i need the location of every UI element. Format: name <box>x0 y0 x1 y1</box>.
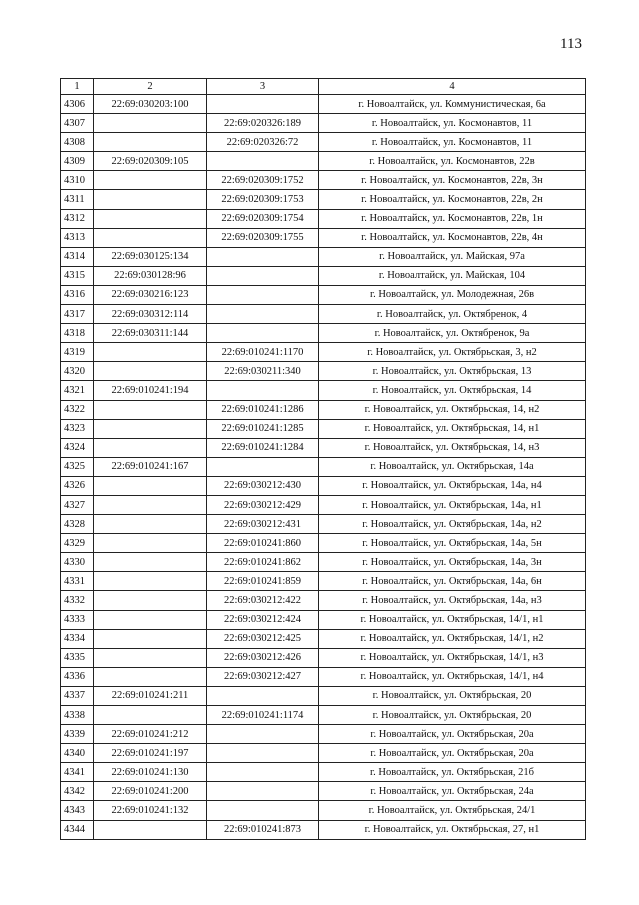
building-cadastral-cell: 22:69:010241:1286 <box>207 400 319 419</box>
row-number-cell: 4332 <box>61 591 94 610</box>
address-cell: г. Новоалтайск, ул. Космонавтов, 22в, 2н <box>319 190 586 209</box>
land-cadastral-cell: 22:69:010241:197 <box>94 744 207 763</box>
table-row <box>61 400 586 419</box>
building-cadastral-cell: 22:69:030212:429 <box>207 495 319 514</box>
row-number-cell: 4331 <box>61 572 94 591</box>
address-cell: г. Новоалтайск, ул. Октябрьская, 14/1, н4 <box>319 667 586 686</box>
address-cell: г. Новоалтайск, ул. Октябренок, 4 <box>319 305 586 324</box>
address-cell: г. Новоалтайск, ул. Октябрьская, 14/1, н2 <box>319 629 586 648</box>
address-cell: г. Новоалтайск, ул. Майская, 104 <box>319 266 586 285</box>
address-cell: г. Новоалтайск, ул. Октябрьская, 3, н2 <box>319 343 586 362</box>
address-cell: г. Новоалтайск, ул. Космонавтов, 22в, 1н <box>319 209 586 228</box>
land-cadastral-cell <box>94 362 207 381</box>
row-number-cell: 4337 <box>61 686 94 705</box>
building-cadastral-cell: 22:69:020326:72 <box>207 133 319 152</box>
land-cadastral-cell <box>94 171 207 190</box>
land-cadastral-cell <box>94 400 207 419</box>
land-cadastral-cell: 22:69:010241:167 <box>94 457 207 476</box>
row-number-cell: 4328 <box>61 515 94 534</box>
table-row <box>61 228 586 247</box>
land-cadastral-cell <box>94 133 207 152</box>
land-cadastral-cell <box>94 648 207 667</box>
row-number-cell: 4315 <box>61 266 94 285</box>
table-row <box>61 553 586 572</box>
row-number-cell: 4320 <box>61 362 94 381</box>
table-row <box>61 495 586 514</box>
building-cadastral-cell: 22:69:010241:859 <box>207 572 319 591</box>
land-cadastral-cell: 22:69:030312:114 <box>94 305 207 324</box>
land-cadastral-cell <box>94 629 207 648</box>
table-row <box>61 381 586 400</box>
land-cadastral-cell <box>94 495 207 514</box>
land-cadastral-cell: 22:69:030125:134 <box>94 247 207 266</box>
table-row <box>61 801 586 820</box>
building-cadastral-cell <box>207 763 319 782</box>
row-number-cell: 4313 <box>61 228 94 247</box>
table-row <box>61 706 586 725</box>
row-number-cell: 4314 <box>61 247 94 266</box>
land-cadastral-cell <box>94 706 207 725</box>
building-cadastral-cell <box>207 266 319 285</box>
table-row <box>61 171 586 190</box>
building-cadastral-cell: 22:69:010241:1285 <box>207 419 319 438</box>
row-number-cell: 4330 <box>61 553 94 572</box>
building-cadastral-cell: 22:69:010241:862 <box>207 553 319 572</box>
address-cell: г. Новоалтайск, ул. Майская, 97а <box>319 247 586 266</box>
land-cadastral-cell: 22:69:030203:100 <box>94 95 207 114</box>
building-cadastral-cell: 22:69:010241:1284 <box>207 438 319 457</box>
address-cell: г. Новоалтайск, ул. Октябрьская, 14 <box>319 381 586 400</box>
row-number-cell: 4310 <box>61 171 94 190</box>
address-cell: г. Новоалтайск, ул. Космонавтов, 11 <box>319 133 586 152</box>
land-cadastral-cell <box>94 343 207 362</box>
building-cadastral-cell: 22:69:010241:1170 <box>207 343 319 362</box>
row-number-cell: 4308 <box>61 133 94 152</box>
building-cadastral-cell <box>207 801 319 820</box>
address-cell: г. Новоалтайск, ул. Октябрьская, 20 <box>319 686 586 705</box>
table-row <box>61 744 586 763</box>
building-cadastral-cell <box>207 285 319 304</box>
page-number: 113 <box>560 36 582 52</box>
address-cell: г. Новоалтайск, ул. Октябрьская, 24/1 <box>319 801 586 820</box>
building-cadastral-cell <box>207 305 319 324</box>
table-row <box>61 534 586 553</box>
row-number-cell: 4324 <box>61 438 94 457</box>
land-cadastral-cell <box>94 591 207 610</box>
row-number-cell: 4344 <box>61 820 94 839</box>
table-row <box>61 820 586 839</box>
address-cell: г. Новоалтайск, ул. Октябрьская, 14, н2 <box>319 400 586 419</box>
table-row <box>61 95 586 114</box>
row-number-cell: 4343 <box>61 801 94 820</box>
address-cell: г. Новоалтайск, ул. Октябрьская, 14, н1 <box>319 419 586 438</box>
address-cell: г. Новоалтайск, ул. Октябрьская, 14а, н4 <box>319 476 586 495</box>
table-row <box>61 725 586 744</box>
land-cadastral-cell <box>94 114 207 133</box>
row-number-cell: 4316 <box>61 285 94 304</box>
row-number-cell: 4326 <box>61 476 94 495</box>
table-row <box>61 133 586 152</box>
land-cadastral-cell: 22:69:010241:132 <box>94 801 207 820</box>
row-number-cell: 4317 <box>61 305 94 324</box>
land-cadastral-cell <box>94 515 207 534</box>
building-cadastral-cell <box>207 686 319 705</box>
table-row <box>61 686 586 705</box>
address-cell: г. Новоалтайск, ул. Октябрьская, 14а, н1 <box>319 495 586 514</box>
land-cadastral-cell <box>94 610 207 629</box>
row-number-cell: 4342 <box>61 782 94 801</box>
address-cell: г. Новоалтайск, ул. Октябрьская, 14/1, н3 <box>319 648 586 667</box>
building-cadastral-cell: 22:69:030212:430 <box>207 476 319 495</box>
building-cadastral-cell <box>207 744 319 763</box>
address-cell: г. Новоалтайск, ул. Октябрьская, 14а, н2 <box>319 515 586 534</box>
building-cadastral-cell: 22:69:030212:426 <box>207 648 319 667</box>
land-cadastral-cell <box>94 534 207 553</box>
row-number-cell: 4307 <box>61 114 94 133</box>
table-row <box>61 114 586 133</box>
table-row <box>61 610 586 629</box>
address-cell: г. Новоалтайск, ул. Октябрьская, 21б <box>319 763 586 782</box>
address-cell: г. Новоалтайск, ул. Космонавтов, 22в, 4н <box>319 228 586 247</box>
land-cadastral-cell <box>94 820 207 839</box>
table-row <box>61 782 586 801</box>
column-header-building-cadastral: 3 <box>207 79 319 95</box>
land-cadastral-cell <box>94 228 207 247</box>
column-header-address: 4 <box>319 79 586 95</box>
building-cadastral-cell: 22:69:030212:422 <box>207 591 319 610</box>
row-number-cell: 4323 <box>61 419 94 438</box>
address-cell: г. Новоалтайск, ул. Октябрьская, 14а, н3 <box>319 591 586 610</box>
building-cadastral-cell <box>207 381 319 400</box>
address-cell: г. Новоалтайск, ул. Октябрьская, 20а <box>319 744 586 763</box>
row-number-cell: 4327 <box>61 495 94 514</box>
building-cadastral-cell <box>207 457 319 476</box>
building-cadastral-cell: 22:69:020309:1755 <box>207 228 319 247</box>
land-cadastral-cell <box>94 209 207 228</box>
column-header-number: 1 <box>61 79 94 95</box>
table-row <box>61 362 586 381</box>
table-body <box>61 95 586 840</box>
address-cell: г. Новоалтайск, ул. Октябрьская, 20а <box>319 725 586 744</box>
address-cell: г. Новоалтайск, ул. Космонавтов, 22в, 3н <box>319 171 586 190</box>
table-header-row <box>61 79 586 95</box>
row-number-cell: 4311 <box>61 190 94 209</box>
row-number-cell: 4341 <box>61 763 94 782</box>
land-cadastral-cell <box>94 438 207 457</box>
address-cell: г. Новоалтайск, ул. Космонавтов, 22в <box>319 152 586 171</box>
address-cell: г. Новоалтайск, ул. Октябрьская, 27, н1 <box>319 820 586 839</box>
address-cell: г. Новоалтайск, ул. Октябрьская, 14а, 5н <box>319 534 586 553</box>
table-row <box>61 266 586 285</box>
building-cadastral-cell <box>207 152 319 171</box>
address-cell: г. Новоалтайск, ул. Октябрьская, 14а, 3н <box>319 553 586 572</box>
table-row <box>61 247 586 266</box>
land-cadastral-cell: 22:69:030311:144 <box>94 324 207 343</box>
land-cadastral-cell <box>94 190 207 209</box>
row-number-cell: 4322 <box>61 400 94 419</box>
row-number-cell: 4340 <box>61 744 94 763</box>
land-cadastral-cell: 22:69:010241:212 <box>94 725 207 744</box>
address-cell: г. Новоалтайск, ул. Коммунистическая, 6а <box>319 95 586 114</box>
table-row <box>61 419 586 438</box>
building-cadastral-cell: 22:69:020326:189 <box>207 114 319 133</box>
address-cell: г. Новоалтайск, ул. Октябрьская, 14, н3 <box>319 438 586 457</box>
building-cadastral-cell <box>207 95 319 114</box>
land-cadastral-cell: 22:69:010241:211 <box>94 686 207 705</box>
address-cell: г. Новоалтайск, ул. Октябрьская, 14/1, н1 <box>319 610 586 629</box>
table-row <box>61 763 586 782</box>
table-row <box>61 343 586 362</box>
building-cadastral-cell: 22:69:030212:425 <box>207 629 319 648</box>
table-row <box>61 285 586 304</box>
table-row <box>61 591 586 610</box>
table-row <box>61 152 586 171</box>
land-cadastral-cell <box>94 476 207 495</box>
building-cadastral-cell: 22:69:020309:1752 <box>207 171 319 190</box>
land-cadastral-cell <box>94 572 207 591</box>
land-cadastral-cell: 22:69:010241:194 <box>94 381 207 400</box>
table-row <box>61 209 586 228</box>
building-cadastral-cell <box>207 247 319 266</box>
building-cadastral-cell: 22:69:010241:860 <box>207 534 319 553</box>
table-row <box>61 190 586 209</box>
address-cell: г. Новоалтайск, ул. Октябрьская, 20 <box>319 706 586 725</box>
building-cadastral-cell: 22:69:030212:431 <box>207 515 319 534</box>
address-cell: г. Новоалтайск, ул. Октябрьская, 24а <box>319 782 586 801</box>
row-number-cell: 4334 <box>61 629 94 648</box>
address-cell: г. Новоалтайск, ул. Октябренок, 9а <box>319 324 586 343</box>
table-row <box>61 324 586 343</box>
row-number-cell: 4329 <box>61 534 94 553</box>
building-cadastral-cell: 22:69:030212:424 <box>207 610 319 629</box>
table-row <box>61 629 586 648</box>
building-cadastral-cell: 22:69:010241:873 <box>207 820 319 839</box>
table-row <box>61 476 586 495</box>
building-cadastral-cell <box>207 324 319 343</box>
row-number-cell: 4318 <box>61 324 94 343</box>
address-cell: г. Новоалтайск, ул. Космонавтов, 11 <box>319 114 586 133</box>
table-row <box>61 667 586 686</box>
row-number-cell: 4335 <box>61 648 94 667</box>
table-row <box>61 438 586 457</box>
row-number-cell: 4312 <box>61 209 94 228</box>
table-row <box>61 515 586 534</box>
property-registry-table <box>60 78 586 840</box>
address-cell: г. Новоалтайск, ул. Молодежная, 26в <box>319 285 586 304</box>
land-cadastral-cell: 22:69:010241:200 <box>94 782 207 801</box>
address-cell: г. Новоалтайск, ул. Октябрьская, 14а <box>319 457 586 476</box>
table-row <box>61 457 586 476</box>
land-cadastral-cell: 22:69:030216:123 <box>94 285 207 304</box>
row-number-cell: 4338 <box>61 706 94 725</box>
table-row <box>61 305 586 324</box>
table-row <box>61 648 586 667</box>
land-cadastral-cell <box>94 553 207 572</box>
row-number-cell: 4336 <box>61 667 94 686</box>
row-number-cell: 4339 <box>61 725 94 744</box>
building-cadastral-cell: 22:69:030212:427 <box>207 667 319 686</box>
land-cadastral-cell <box>94 419 207 438</box>
row-number-cell: 4306 <box>61 95 94 114</box>
table-row <box>61 572 586 591</box>
building-cadastral-cell: 22:69:020309:1754 <box>207 209 319 228</box>
row-number-cell: 4309 <box>61 152 94 171</box>
row-number-cell: 4319 <box>61 343 94 362</box>
row-number-cell: 4321 <box>61 381 94 400</box>
building-cadastral-cell <box>207 782 319 801</box>
building-cadastral-cell: 22:69:030211:340 <box>207 362 319 381</box>
column-header-land-cadastral: 2 <box>94 79 207 95</box>
land-cadastral-cell: 22:69:010241:130 <box>94 763 207 782</box>
row-number-cell: 4325 <box>61 457 94 476</box>
address-cell: г. Новоалтайск, ул. Октябрьская, 13 <box>319 362 586 381</box>
building-cadastral-cell <box>207 725 319 744</box>
row-number-cell: 4333 <box>61 610 94 629</box>
land-cadastral-cell <box>94 667 207 686</box>
address-cell: г. Новоалтайск, ул. Октябрьская, 14а, 6н <box>319 572 586 591</box>
building-cadastral-cell: 22:69:010241:1174 <box>207 706 319 725</box>
building-cadastral-cell: 22:69:020309:1753 <box>207 190 319 209</box>
land-cadastral-cell: 22:69:020309:105 <box>94 152 207 171</box>
land-cadastral-cell: 22:69:030128:96 <box>94 266 207 285</box>
